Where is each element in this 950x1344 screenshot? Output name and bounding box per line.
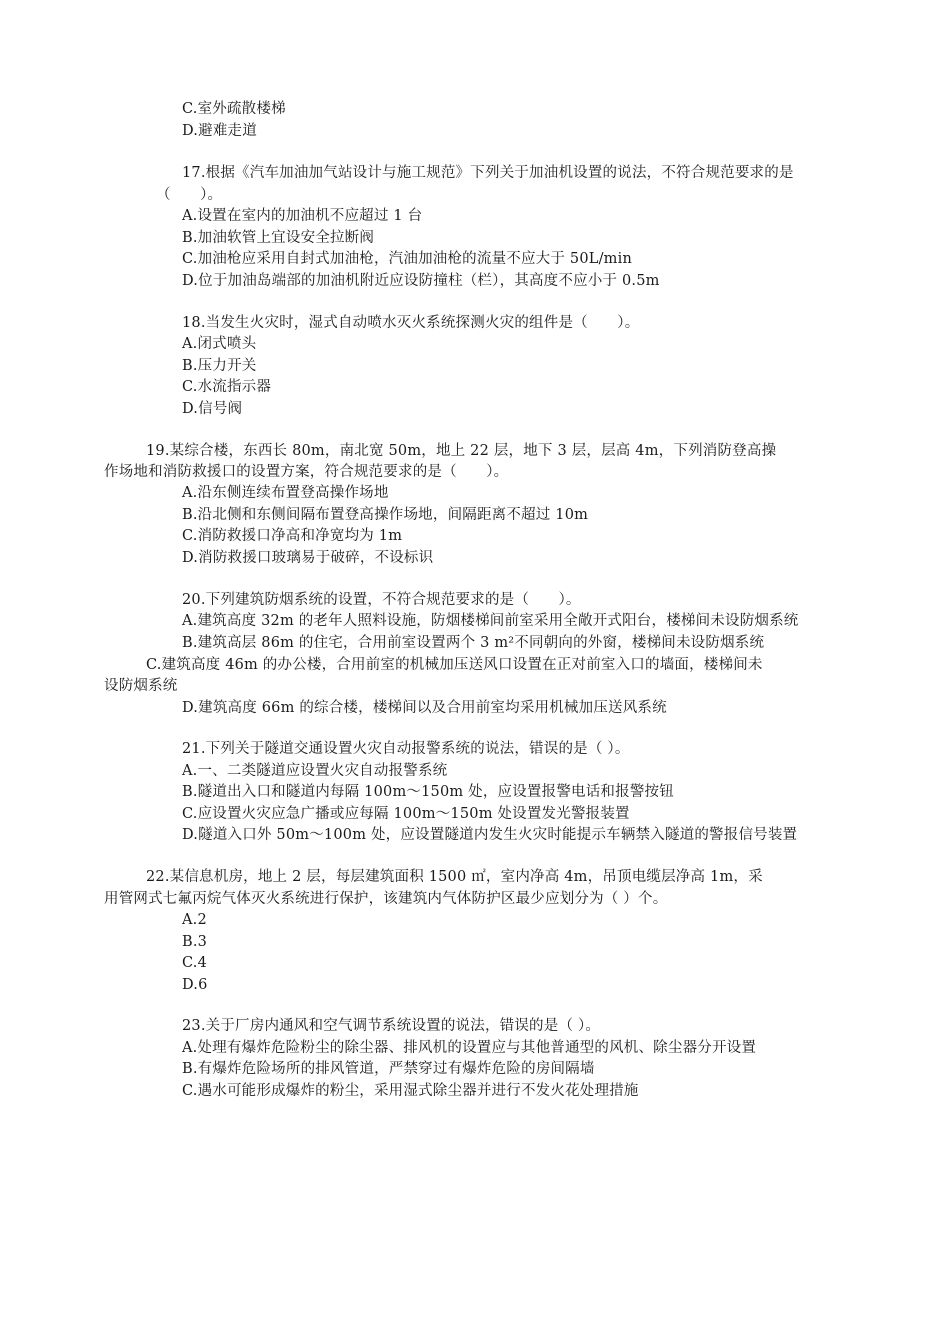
q19-option-a: A.沿东侧连续布置登高操作场地 — [182, 485, 389, 501]
q20-stem: 20.下列建筑防烟系统的设置，不符合规范要求的是（ ）。 — [182, 592, 581, 608]
q18-option-d: D.信号阀 — [182, 401, 243, 417]
q22-option-b: B.3 — [182, 934, 208, 950]
q21-option-c: C.应设置火灾应急广播或应每隔 100m～150m 处设置发光警报装置 — [182, 806, 630, 822]
q23-option-a: A.处理有爆炸危险粉尘的除尘器、排风机的设置应与其他普通型的风机、除尘器分开设置 — [182, 1040, 757, 1056]
q22-option-c: C.4 — [182, 955, 208, 971]
q21-option-a: A.一、二类隧道应设置火灾自动报警系统 — [182, 763, 448, 779]
q18-option-a: A.闭式喷头 — [182, 336, 257, 352]
q17-option-c: C.加油枪应采用自封式加油枪，汽油加油枪的流量不应大于 50L/min — [182, 251, 632, 267]
q20-option-b: B.建筑高层 86m 的住宅，合用前室设置两个 3 m²不同朝向的外窗，楼梯间未设防烟系统 — [182, 635, 765, 651]
q22-option-d: D.6 — [182, 977, 208, 993]
q16-option-c: C.室外疏散楼梯 — [182, 101, 286, 117]
q22-stem-line2: 用管网式七氟丙烷气体灭火系统进行保护，该建筑内气体防护区最少应划分为（ ）个。 — [104, 891, 668, 907]
q23-option-c: C.遇水可能形成爆炸的粉尘，采用湿式除尘器并进行不发火花处理措施 — [182, 1083, 639, 1099]
q20-option-c-line2: 设防烟系统 — [104, 678, 178, 694]
q21-option-b: B.隧道出入口和隧道内每隔 100m～150m 处，应设置报警电话和报警按钮 — [182, 784, 674, 800]
q18-option-b: B.压力开关 — [182, 358, 257, 374]
q22-option-a: A.2 — [182, 912, 207, 928]
q17-option-d: D.位于加油岛端部的加油机附近应设防撞柱（栏），其高度不应小于 0.5m — [182, 273, 660, 289]
q20-option-a: A.建筑高度 32m 的老年人照料设施，防烟楼梯间前室采用全敞开式阳台，楼梯间未设防烟系统 — [182, 613, 799, 629]
q23-stem: 23.关于厂房内通风和空气调节系统设置的说法，错误的是（ ）。 — [182, 1018, 601, 1034]
q19-stem-line1: 19.某综合楼，东西长 80m，南北宽 50m，地上 22 层，地下 3 层，层高 4m，下列消防登高操 — [146, 443, 777, 459]
q19-option-c: C.消防救援口净高和净宽均为 1m — [182, 528, 403, 544]
q16-option-d: D.避难走道 — [182, 123, 257, 139]
q21-stem: 21.下列关于隧道交通设置火灾自动报警系统的说法，错误的是（ ）。 — [182, 741, 630, 757]
q20-option-d: D.建筑高度 66m 的综合楼，楼梯间以及合用前室均采用机械加压送风系统 — [182, 700, 667, 716]
q21-option-d: D.隧道入口外 50m～100m 处，应设置隧道内发生火灾时能提示车辆禁入隧道的警报信号装置 — [182, 827, 798, 843]
q20-option-c-line1: C.建筑高度 46m 的办公楼，合用前室的机械加压送风口设置在正对前室入口的墙面，楼梯间未 — [146, 657, 763, 673]
q17-stem-line2: （ ）。 — [156, 187, 223, 203]
q19-option-b: B.沿北侧和东侧间隔布置登高操作场地，间隔距离不超过 10m — [182, 507, 589, 523]
q23-option-b: B.有爆炸危险场所的排风管道，严禁穿过有爆炸危险的房间隔墙 — [182, 1061, 595, 1077]
q18-option-c: C.水流指示器 — [182, 379, 272, 395]
q17-option-a: A.设置在室内的加油机不应超过 1 台 — [182, 208, 423, 224]
q22-stem-line1: 22.某信息机房，地上 2 层，每层建筑面积 1500 ㎡，室内净高 4m，吊顶电缆层净高 1m，采 — [146, 869, 763, 885]
q17-stem-line1: 17.根据《汽车加油加气站设计与施工规范》下列关于加油机设置的说法，不符合规范要求的是 — [182, 165, 794, 181]
q17-option-b: B.加油软管上宜设安全拉断阀 — [182, 230, 375, 246]
q18-stem: 18.当发生火灾时，湿式自动喷水灭火系统探测火灾的组件是（ ）。 — [182, 315, 640, 331]
q19-stem-line2: 作场地和消防救援口的设置方案，符合规范要求的是（ ）。 — [104, 464, 509, 480]
q19-option-d: D.消防救援口玻璃易于破碎，不设标识 — [182, 550, 434, 566]
